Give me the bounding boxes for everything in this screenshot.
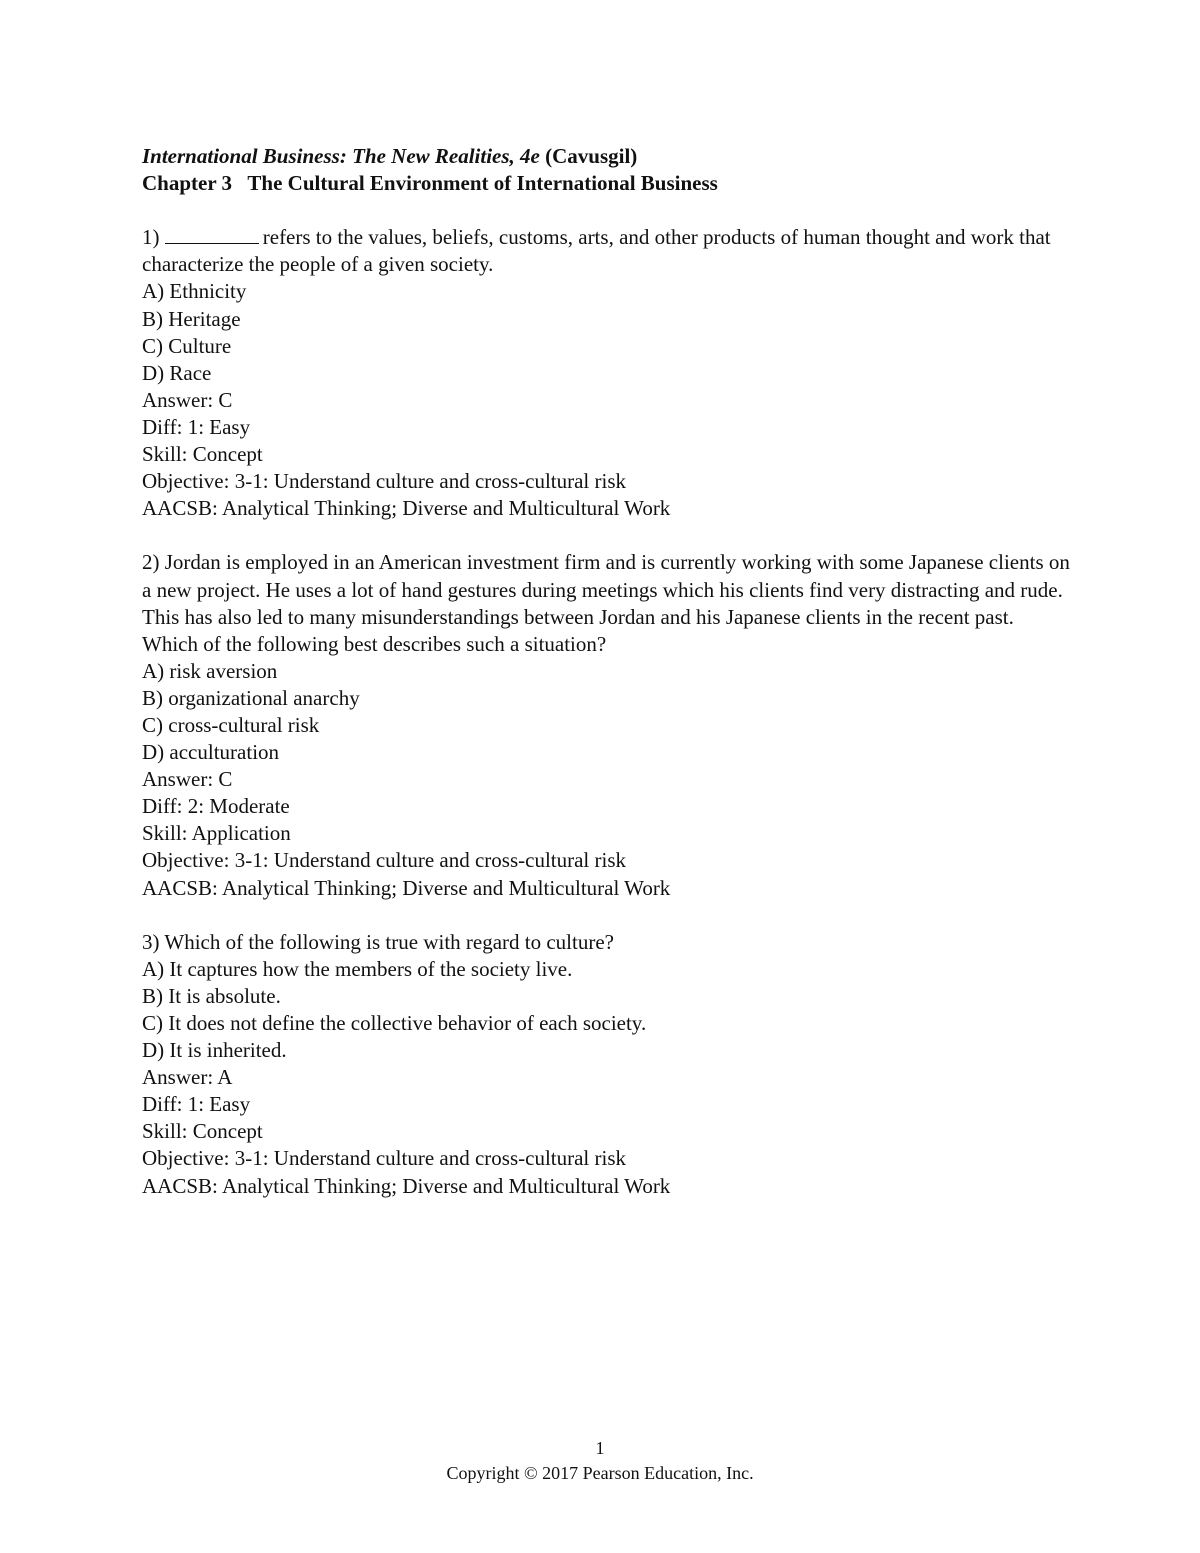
fill-in-blank <box>165 225 259 244</box>
book-author: (Cavusgil) <box>545 144 638 168</box>
option-b: B) It is absolute. <box>142 983 281 1008</box>
question-1-number: 1) <box>142 225 160 250</box>
skill: Skill: Application <box>142 821 291 846</box>
question-2-text <box>142 549 1072 657</box>
answer: Answer: A <box>142 1065 233 1090</box>
question-3-body: Which of the following is true with regard to culture? <box>164 929 614 954</box>
answer: Answer: C <box>142 767 233 792</box>
question-3-text <box>142 929 1072 956</box>
aacsb: AACSB: Analytical Thinking; Diverse and Multicultural Work <box>142 875 671 900</box>
option-c: C) cross-cultural risk <box>142 712 320 737</box>
chapter-title: The Cultural Environment of International Business <box>247 171 718 196</box>
question-2 <box>142 549 1072 901</box>
aacsb: AACSB: Analytical Thinking; Diverse and Multicultural Work <box>142 496 671 521</box>
spacer <box>142 197 1072 224</box>
spacer <box>142 902 1072 929</box>
option-c: C) It does not define the collective behavior of each society. <box>142 1011 647 1035</box>
chapter-heading <box>142 170 1072 197</box>
difficulty: Diff: 1: Easy <box>142 414 251 439</box>
question-2-body: Jordan is employed in an American investment firm and is currently working with some Japanese clients on a new project. He uses a lot of hand gestures during meetings which his clients find very distracting and rude. This has also led to many misunderstandings between Jordan and his Japanese clients in the recent past. Which of the following best describes such a situation? <box>142 550 1070 656</box>
question-2-number: 2) <box>142 550 160 575</box>
skill: Skill: Concept <box>142 1119 263 1144</box>
question-1 <box>142 224 1072 522</box>
objective: Objective: 3-1: Understand culture and cross-cultural risk <box>142 848 627 873</box>
chapter-number: Chapter 3 <box>142 171 233 196</box>
copyright-notice: Copyright © 2017 Pearson Education, Inc. <box>446 1463 754 1483</box>
spacer <box>142 522 1072 549</box>
difficulty: Diff: 1: Easy <box>142 1092 251 1117</box>
page-number: 1 <box>595 1438 605 1458</box>
option-a: A) It captures how the members of the society live. <box>142 956 573 981</box>
option-d: D) Race <box>142 360 212 385</box>
option-b: B) Heritage <box>142 306 241 331</box>
option-b: B) organizational anarchy <box>142 685 360 710</box>
option-d: D) It is inherited. <box>142 1038 287 1063</box>
question-1-text <box>142 224 1072 278</box>
option-a: A) risk aversion <box>142 658 278 683</box>
answer: Answer: C <box>142 387 233 412</box>
objective: Objective: 3-1: Understand culture and cross-cultural risk <box>142 1146 627 1171</box>
aacsb: AACSB: Analytical Thinking; Diverse and Multicultural Work <box>142 1173 671 1198</box>
skill: Skill: Concept <box>142 442 263 467</box>
question-3-number: 3) <box>142 929 160 954</box>
option-c: C) Culture <box>142 333 232 358</box>
book-title: International Business: The New Realities, 4e <box>142 144 540 168</box>
question-1-body: refers to the values, beliefs, customs, arts, and other products of human thought and work that characterize the people of a given society. <box>142 225 1051 277</box>
book-title-line <box>142 143 1072 170</box>
question-3 <box>142 929 1072 1200</box>
page-content <box>142 143 1072 1200</box>
objective: Objective: 3-1: Understand culture and cross-cultural risk <box>142 469 627 494</box>
difficulty: Diff: 2: Moderate <box>142 794 290 819</box>
option-a: A) Ethnicity <box>142 279 247 304</box>
option-d: D) acculturation <box>142 740 280 765</box>
